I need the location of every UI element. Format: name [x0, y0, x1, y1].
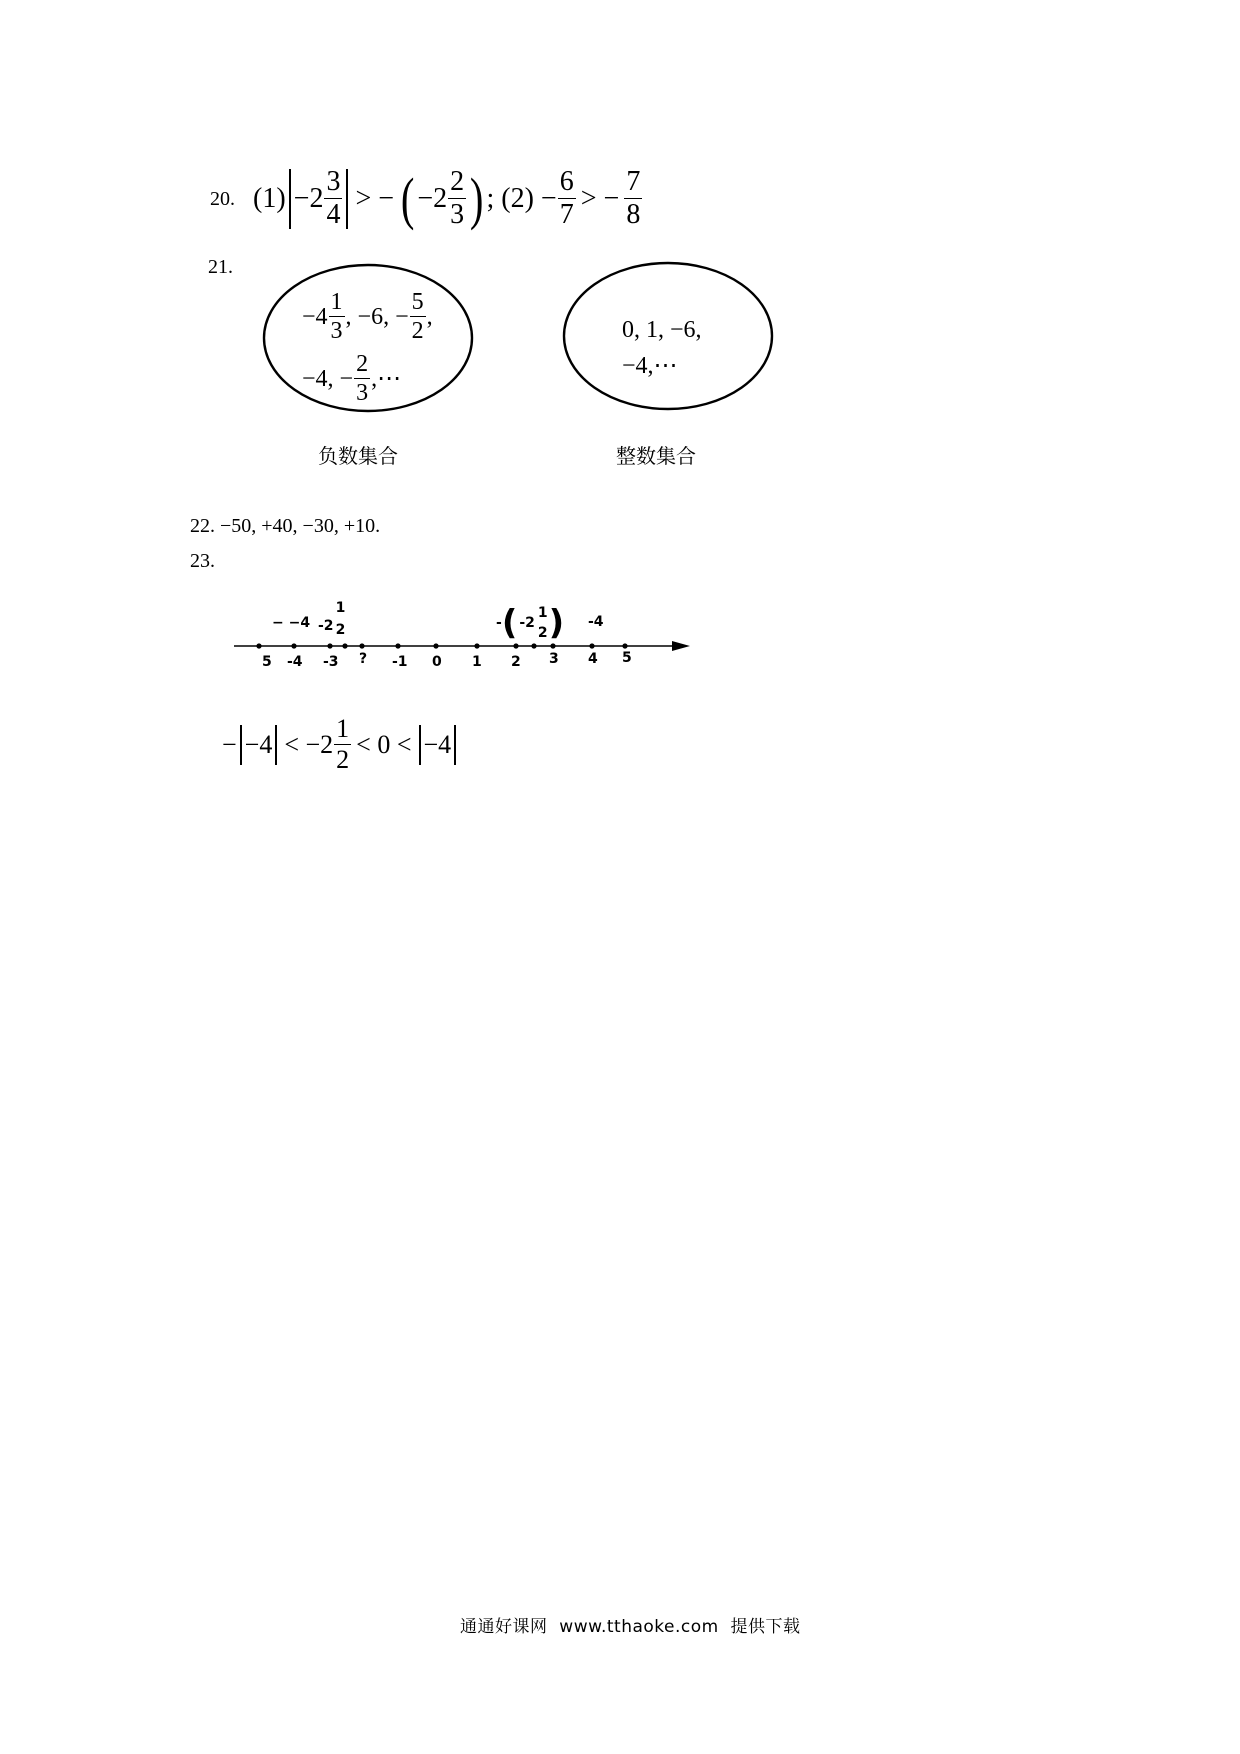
- separator: ; (2) −: [486, 182, 557, 214]
- paren-open: (: [400, 165, 415, 231]
- question-21-label: 21.: [208, 256, 233, 278]
- part1-prefix: (1): [253, 182, 286, 214]
- integer-set-caption: 整数集合: [616, 444, 696, 468]
- tick-label: 5: [262, 654, 272, 670]
- fraction-numerator: 1: [335, 600, 346, 616]
- question-22: 22. −50, +40, −30, +10.: [190, 515, 381, 537]
- fraction-numerator: 7: [626, 166, 641, 197]
- abs-bar-left: [419, 725, 421, 765]
- point-label-neg-abs-4: − −4: [272, 615, 311, 631]
- number-line-arrow: [672, 641, 690, 651]
- fraction-numerator: 1: [336, 714, 350, 743]
- tick-dot: [550, 643, 555, 648]
- tick-dot: [622, 643, 627, 648]
- negative-set-text: , −6, −: [345, 303, 409, 330]
- fraction-numerator: 1: [330, 289, 343, 315]
- compare-sign-1: > −: [355, 182, 395, 214]
- tick-dot: [395, 643, 400, 648]
- tick-dot: [531, 643, 536, 648]
- abs-bar-right: [454, 725, 456, 765]
- question-20-label: 20.: [210, 187, 235, 210]
- fraction-denominator: 3: [330, 318, 343, 344]
- paren-inner-whole: −2: [417, 182, 448, 214]
- tick-label: ?: [359, 651, 368, 667]
- tick-dot: [433, 643, 438, 648]
- fraction-denominator: 4: [326, 199, 341, 230]
- paren-close: ): [548, 603, 565, 643]
- tick-dot: [589, 643, 594, 648]
- tick-dot: [256, 643, 261, 648]
- fraction-numerator: 3: [326, 166, 341, 197]
- fraction-denominator: 2: [336, 745, 350, 774]
- number-line: [0, 0, 1240, 700]
- inequality-text: −4: [423, 729, 452, 759]
- fraction-denominator: 2: [335, 622, 346, 638]
- footer-credit: 通通好课网 www.tthaoke.com 提供下载: [460, 1617, 801, 1637]
- point-label-text: -2: [318, 618, 334, 634]
- integer-set-line2: −4,⋯: [622, 353, 678, 379]
- inequality-fraction: [334, 716, 351, 773]
- abs-inner-whole: −2: [293, 182, 324, 214]
- negative-set-text: −4, −: [302, 365, 354, 392]
- tick-dot: [342, 643, 347, 648]
- tick-label: -1: [392, 654, 408, 670]
- fraction-denominator: 2: [537, 625, 548, 641]
- negative-set-text: ,⋯: [371, 365, 402, 392]
- tick-label: 1: [472, 654, 482, 670]
- paren-open: (: [501, 603, 518, 643]
- point-label-fraction: [336, 600, 346, 638]
- integer-set-line1: 0, 1, −6,: [622, 317, 702, 343]
- tick-dot: [291, 643, 296, 648]
- tick-dot: [327, 643, 332, 648]
- negative-set-text: −4: [302, 303, 328, 330]
- point-label-text: -: [496, 615, 502, 631]
- inequality-text: < −2: [284, 729, 334, 759]
- fraction-denominator: 3: [450, 199, 465, 230]
- tick-label: 0: [432, 654, 442, 670]
- paren-close: ): [470, 165, 484, 231]
- fraction-numerator: 5: [411, 289, 424, 315]
- point-label-fraction: [538, 605, 548, 641]
- negative-set-caption: 负数集合: [318, 444, 398, 468]
- point-label-abs-4: -4: [588, 614, 604, 630]
- point-label-text: -2: [519, 615, 535, 631]
- inequality: [222, 716, 459, 773]
- abs-bar-right: [275, 725, 277, 765]
- tick-label: 3: [549, 651, 559, 667]
- tick-dot: [474, 643, 479, 648]
- point-label-neg-paren: [496, 603, 564, 643]
- fraction-numerator: 6: [559, 166, 574, 197]
- negative-set-text: ,: [426, 303, 433, 330]
- tick-dot: [359, 643, 364, 648]
- abs-bar-left: [240, 725, 242, 765]
- question-23-label: 23.: [190, 550, 215, 572]
- fraction-numerator: 2: [450, 166, 465, 197]
- tick-label: 4: [588, 651, 598, 667]
- tick-label: -4: [287, 654, 303, 670]
- point-label-neg-2-half: [318, 600, 346, 638]
- fraction-numerator: 2: [356, 351, 369, 377]
- fraction-denominator: 2: [411, 318, 424, 344]
- tick-label: 5: [622, 650, 632, 666]
- fraction-denominator: 7: [559, 199, 574, 230]
- inequality-text: < 0 <: [356, 729, 412, 759]
- tick-dot: [513, 643, 518, 648]
- compare-sign-2: > −: [580, 182, 620, 214]
- fraction-denominator: 8: [626, 199, 641, 230]
- inequality-text: −4: [244, 729, 273, 759]
- inequality-text: −: [222, 729, 237, 759]
- tick-label: -3: [323, 654, 339, 670]
- tick-label: 2: [511, 654, 521, 670]
- fraction-numerator: 1: [537, 605, 548, 621]
- fraction-denominator: 3: [356, 380, 369, 406]
